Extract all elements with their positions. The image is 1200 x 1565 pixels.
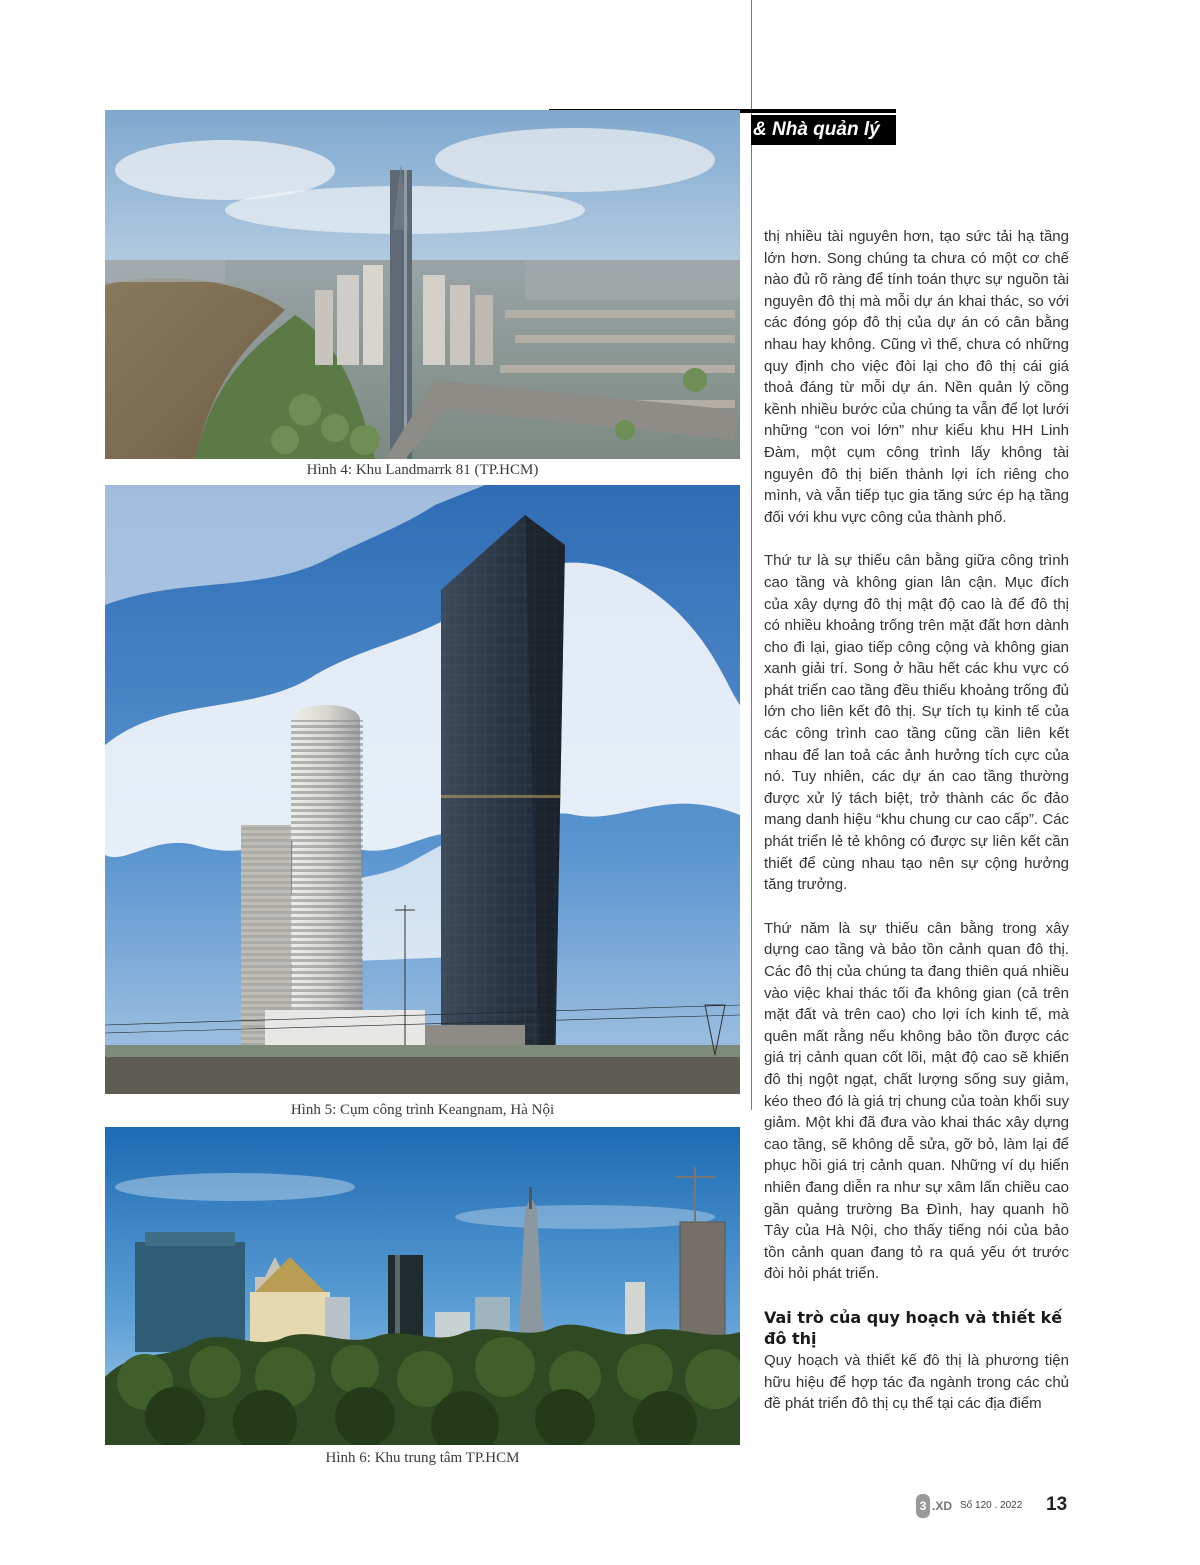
article-paragraph: thị nhiều tài nguyên hơn, tạo sức tải hạ tầng lớn hơn. Song chúng ta chưa có một cơ chế nào đủ rõ ràng để tính toán thực sự nguồn tài nguyên đô thị mà mỗi dự án khai thác, so với các đóng góp đô thị của dự án có cân bằng nhau hay không. Cũng vì thế, chưa có những quy định cho việc đòi lại cho đô thị cái giá thoả đáng từ mỗi dự án. Nền quản lý cồng kềnh nhiều bước của chúng ta vẫn để lọt lưới những “con voi lớn” như kiểu khu HH Linh Đàm, một cụm công trình lấy không tài nguyên đô thị biến thành lợi ích riêng cho mình, và vẫn tiếp tục gia tăng sức ép hạ tầng đối với khu vực công của thành phố.: [764, 228, 1069, 526]
article-subheading: Vai trò của quy hoạch và thiết kế đô thị: [764, 1307, 1063, 1349]
figure-6-image: [105, 1127, 740, 1445]
page-number: 13: [1046, 1494, 1068, 1515]
article-paragraph: Thứ năm là sự thiếu cân bằng trong xây dựng cao tầng và bảo tồn cảnh quan đô thị. Các đô thị của chúng ta đang thiên quá nhiều vào việc khai thác tối đa không gian (cả trên mặt đất và trên cao) cho lợi ích kinh tế, mà quên mất rằng nếu không bảo tồn được các giá trị cảnh quan cốt lõi, mật độ cao sẽ khiến đô thị ngột ngạt, chất lượng sống suy giảm, kéo theo đó là giá trị chung của toàn khối suy giảm. Một khi đã đưa vào khai thác xây dựng cao tầng, sẽ không dễ sửa, gỡ bỏ, làm lại để phục hồi giá trị cảnh quan. Những ví dụ hiển nhiên đang diễn ra như sự xâm lấn chiều cao gần quảng trường Ba Đình, hay quanh hồ Tây của Hà Nội, cho thấy tiếng nói của bảo tồn cảnh quan đang tỏ ra quá yếu ớt trước đòi hỏi phát triển.: [764, 919, 1069, 1283]
column-divider: [751, 0, 752, 1110]
section-title-box: [751, 115, 896, 145]
landmark81-aerial-photo: [105, 110, 740, 459]
figure-4-image: [105, 110, 740, 459]
magazine-logo-mark: 3: [916, 1494, 930, 1518]
keangnam-towers-photo: [105, 485, 740, 1094]
magazine-logo-text: .XD: [932, 1499, 953, 1513]
hcmc-skyline-photo: [105, 1127, 740, 1445]
figure-4-caption: Hình 4: Khu Landmarrk 81 (TP.HCM): [306, 462, 539, 478]
figure-6-caption: Hình 6: Khu trung tâm TP.HCM: [325, 1450, 520, 1466]
figure-5-caption: Hình 5: Cụm công trình Keangnam, Hà Nội: [290, 1102, 555, 1118]
article-paragraph: Quy hoạch và thiết kế đô thị là phương tiện hữu hiệu để hợp tác đa ngành trong các chủ đề phát triển đô thị cụ thể tại các địa điểm: [764, 1351, 1069, 1413]
figure-5-image: [105, 485, 740, 1094]
issue-number: Số 120 . 2022: [960, 1500, 1023, 1511]
article-column: [764, 226, 1069, 1437]
page-footer: [916, 1493, 1076, 1521]
section-title-part2: & Nhà quản lý: [753, 119, 880, 140]
article-paragraph: Thứ tư là sự thiếu cân bằng giữa công trình cao tầng và không gian lân cận. Mục đích của xây dựng đô thị mật độ cao là để đô thị có nhiều khoảng trống trên mặt đất hơn dành cho đi lại, giao tiếp công cộng và không gian xanh giải trí. Song ở hầu hết các khu vực có phát triển cao tầng đều thiếu khoảng trống đủ lớn cho liên kết đô thị. Sự tích tụ kinh tế của các công trình cao tầng cũng cần liên kết nhau để lan toả các ảnh hưởng tích cực của nó. Tuy nhiên, các dự án cao tầng thường được xử lý tách biệt, trở thành các ốc đảo mang danh hiệu “khu chung cư cao cấp”. Các phát triển lẻ tẻ không có được sự liên kết cần thiết để cùng nhau tạo nên sự cộng hưởng tăng trưởng.: [764, 552, 1069, 894]
